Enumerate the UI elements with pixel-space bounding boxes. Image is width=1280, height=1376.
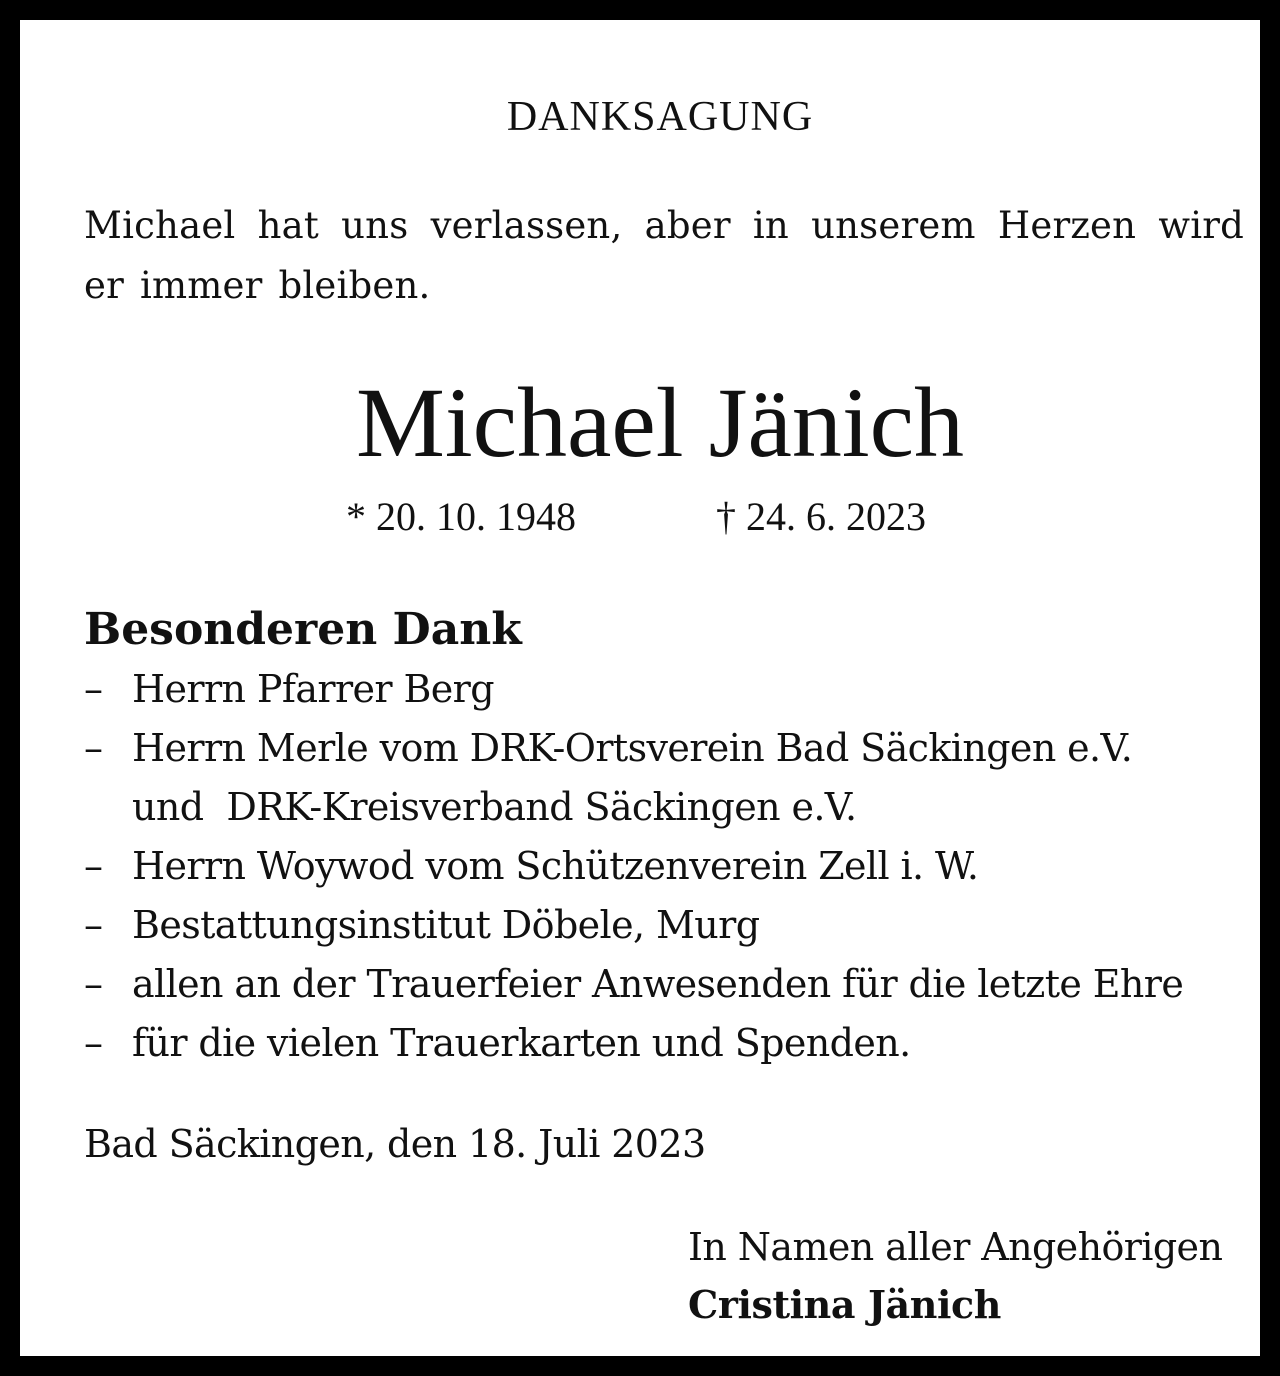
- dash-bullet: –: [84, 962, 103, 1006]
- list-item: [84, 955, 1244, 1014]
- thanks-list: [84, 660, 1244, 1073]
- birth-date: * 20. 10. 1948: [346, 494, 576, 539]
- list-item: [84, 719, 1244, 837]
- list-item: [84, 1014, 1244, 1073]
- thanks-title: Besonderen Dank: [84, 604, 522, 655]
- signature-name: Cristina Jänich: [688, 1282, 1001, 1327]
- thanks-item-text: für die vielen Trauerkarten und Spenden.: [132, 1021, 911, 1065]
- dash-bullet: –: [84, 1021, 103, 1065]
- death-date: † 24. 6. 2023: [716, 494, 926, 539]
- thanks-item-text: Herrn Woywod vom Schützenverein Zell i. W.: [132, 844, 979, 888]
- dash-bullet: –: [84, 667, 103, 711]
- list-item: [84, 660, 1244, 719]
- dash-bullet: –: [84, 844, 103, 888]
- thanks-item-text: Herrn Merle vom DRK-Ortsverein Bad Säckingen e.V. und DRK-Kreisverband Säckingen e.V.: [132, 726, 1133, 829]
- dash-bullet: –: [84, 903, 103, 947]
- deceased-name: Michael Jänich: [355, 367, 965, 478]
- list-item: [84, 896, 1244, 955]
- place-and-date: Bad Säckingen, den 18. Juli 2023: [84, 1122, 706, 1166]
- intro-text: Michael hat uns verlassen, aber in unserem Herzen wird er immer bleiben.: [84, 204, 1244, 307]
- thanks-item-text: Bestattungsinstitut Döbele, Murg: [132, 903, 760, 947]
- thanks-item-text: allen an der Trauerfeier Anwesenden für die letzte Ehre: [132, 962, 1184, 1006]
- signature-label: In Namen aller Angehörigen: [688, 1225, 1223, 1269]
- dash-bullet: –: [84, 726, 103, 770]
- list-item: [84, 837, 1244, 896]
- notice-heading: DANKSAGUNG: [506, 94, 814, 140]
- thanks-item-text: Herrn Pfarrer Berg: [132, 667, 494, 711]
